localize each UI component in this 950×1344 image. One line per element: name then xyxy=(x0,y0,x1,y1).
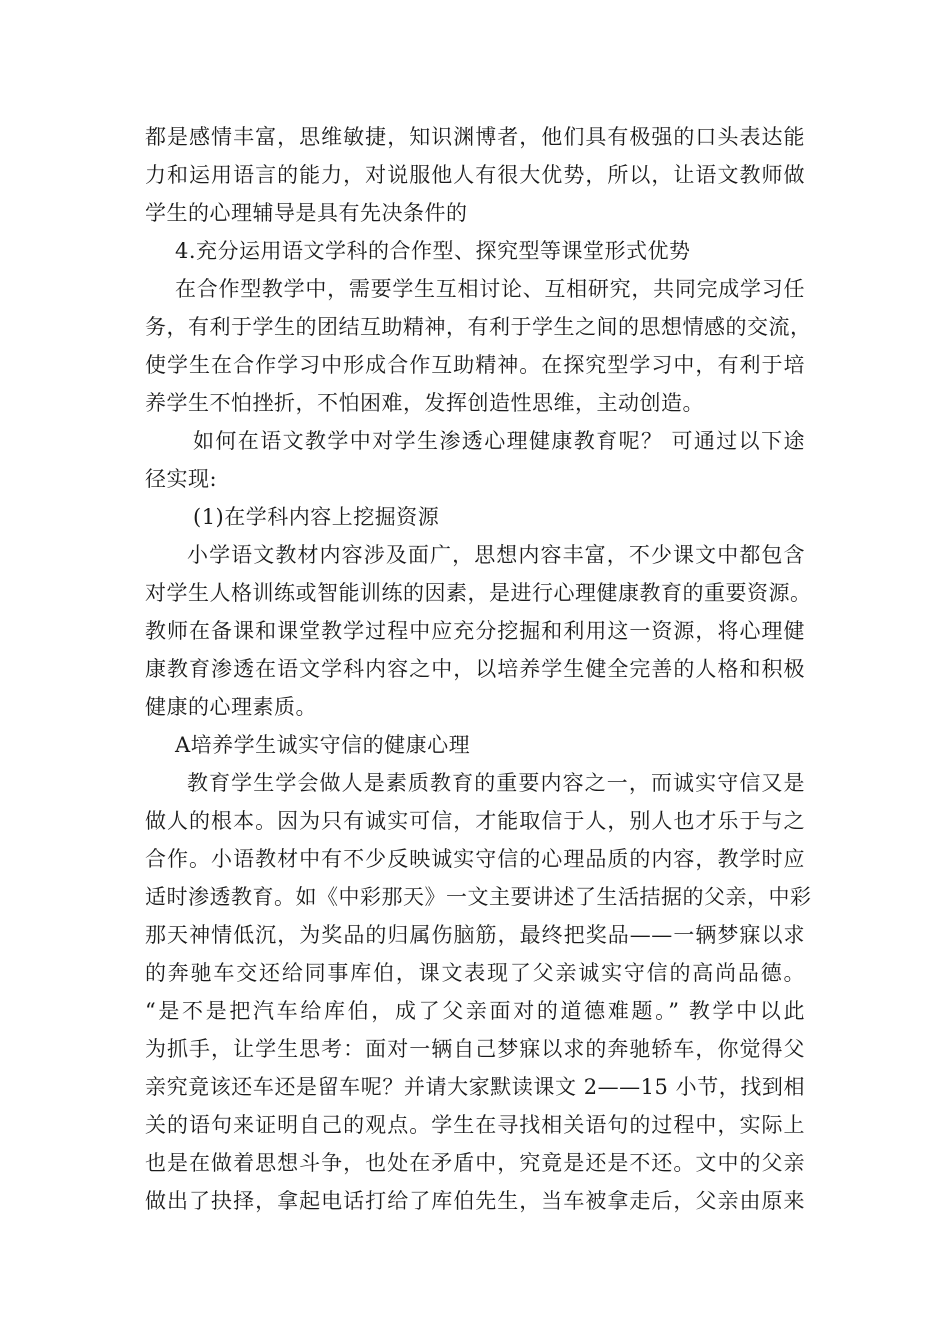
text-line: 也是在做着思想斗争，也处在矛盾中，究竟是还是不还。文中的父亲 xyxy=(145,1151,805,1175)
text-line: 康教育渗透在语文学科内容之中，以培养学生健全完善的人格和积极 xyxy=(145,657,805,681)
text-line: 适时渗透教育。如《中彩那天》一文主要讲述了生活拮据的父亲，中彩 xyxy=(145,885,812,909)
text-line: 那天神情低沉，为奖品的归属伤脑筋，最终把奖品——一辆梦寐以求 xyxy=(145,923,805,947)
text-line: 关的语句来证明自己的观点。学生在寻找相关语句的过程中，实际上 xyxy=(145,1113,805,1137)
text-line: 健康的心理素质。 xyxy=(145,695,317,719)
text-line: 做出了抉择，拿起电话打给了库伯先生，当车被拿走后，父亲由原来 xyxy=(145,1189,805,1213)
text-line: 学生的心理辅导是具有先决条件的 xyxy=(145,201,468,225)
text-line: “是不是把汽车给库伯，成了父亲面对的道德难题。” 教学中以此 xyxy=(145,999,805,1023)
section-heading: A培养学生诚实守信的健康心理 xyxy=(175,733,471,757)
text-line: 教育学生学会做人是素质教育的重要内容之一，而诚实守信又是 xyxy=(187,771,805,795)
text-line: 如何在语文教学中对学生渗透心理健康教育呢？ 可通过以下途 xyxy=(193,429,805,453)
text-line: 使学生在合作学习中形成合作互助精神。在探究型学习中，有利于培 xyxy=(145,353,805,377)
text-line: 为抓手，让学生思考：面对一辆自己梦寐以求的奔驰轿车，你觉得父 xyxy=(145,1037,805,1061)
text-line: 教师在备课和课堂教学过程中应充分挖掘和利用这一资源，将心理健 xyxy=(145,619,805,643)
text-line: 小学语文教材内容涉及面广，思想内容丰富，不少课文中都包含 xyxy=(187,543,805,567)
section-heading: 4.充分运用语文学科的合作型、探究型等课堂形式优势 xyxy=(175,239,691,263)
text-line: 的奔驰车交还给同事库伯，课文表现了父亲诚实守信的高尚品德。 xyxy=(145,961,805,985)
section-heading: (1)在学科内容上挖掘资源 xyxy=(193,505,440,529)
text-line: 径实现: xyxy=(145,467,218,491)
document-page xyxy=(145,118,812,1220)
text-line: 对学生人格训练或智能训练的因素，是进行心理健康教育的重要资源。 xyxy=(145,581,812,605)
text-line: 都是感情丰富，思维敏捷，知识渊博者，他们具有极强的口头表达能 xyxy=(145,125,805,149)
text-line: 在合作型教学中，需要学生互相讨论、互相研究，共同完成学习任 xyxy=(175,277,805,301)
text-line: 养学生不怕挫折，不怕困难，发挥创造性思维，主动创造。 xyxy=(145,391,704,415)
text-line: 务，有利于学生的团结互助精神，有利于学生之间的思想情感的交流， xyxy=(145,315,812,339)
text-line: 做人的根本。因为只有诚实可信，才能取信于人，别人也才乐于与之 xyxy=(145,809,805,833)
text-line: 力和运用语言的能力，对说服他人有很大优势，所以，让语文教师做 xyxy=(145,163,805,187)
text-line: 亲究竟该还车还是留车呢？并请大家默读课文 2——15 小节，找到相 xyxy=(145,1075,805,1099)
text-line: 合作。小语教材中有不少反映诚实守信的心理品质的内容，教学时应 xyxy=(145,847,805,871)
